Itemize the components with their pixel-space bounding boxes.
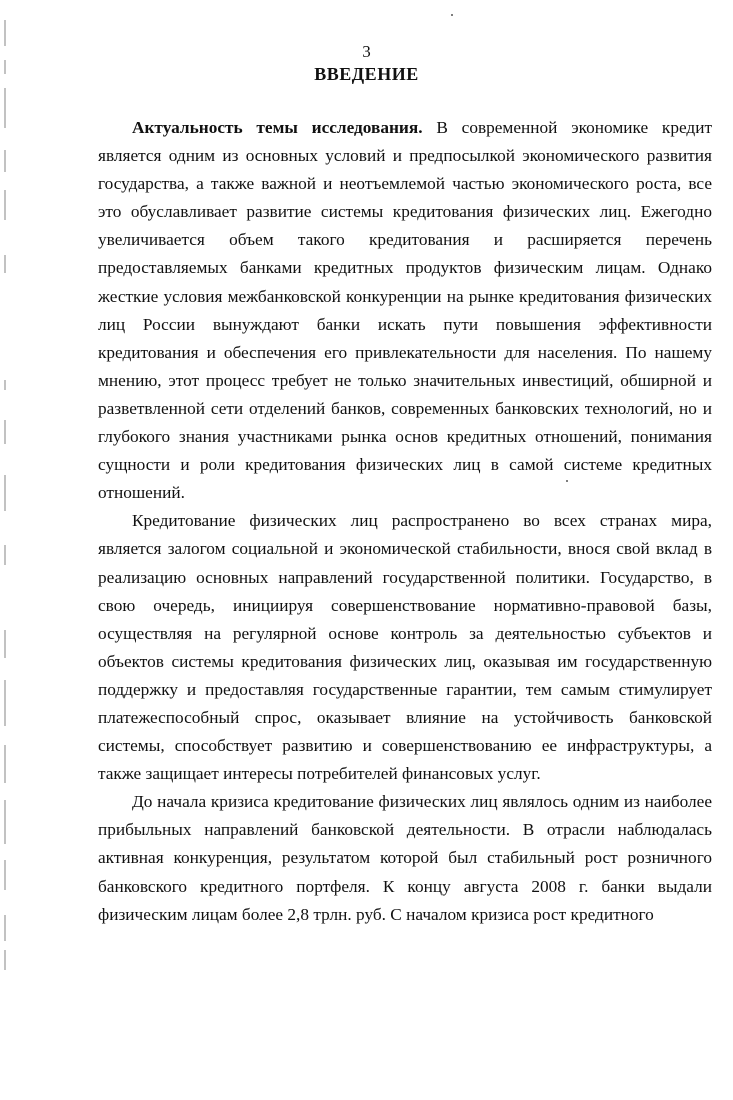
paragraph-lending-role: Кредитование физических лиц распространено во всех странах мира, является залогом социальной и экономической стабильности, внося свой вклад в реализацию основных направлений государственной политики. Государство, в свою очередь, инициируя совершенствование нормативно-правовой базы, осуществляя на регулярной основе контроль за деятельностью субъектов и объектов системы кредитования физических лиц, оказывая им государственную поддержку и предоставляя государственные гарантии, тем самым стимулирует платежеспособный спрос, оказывает влияние на устойчивость банковской системы, способствует развитию и совершенствованию ее инфраструктуры, а также защищает интересы потребителей финансовых услуг. [98, 511, 712, 784]
paragraph-relevance [98, 114, 712, 507]
page-number: 3 [362, 42, 371, 61]
relevance-heading: Актуальность темы исследования. [132, 118, 423, 137]
scan-speck [451, 14, 453, 16]
paragraph-text: В современной экономике кредит является одним из основных условий и предпосылкой экономического развития государства, а также важной и неотъемлемой частью экономического роста, все это обуславливает развитие системы кредитования физических лиц. Ежегодно увеличивается объем такого кредитования и расширяется перечень предоставляемых банками кредитных продуктов физическим лицам. Однако жесткие условия межбанковской конкуренции на рынке кредитования физических лиц России вынуждают банки искать пути повышения эффективности кредитования и обеспечения его привлекательности для населения. По нашему мнению, этот процесс требует не только значительных инвестиций, обширной и разветвленной сети отделений банков, современных банковских технологий, но и глубокого знания участниками рынка основ кредитных отношений, понимания сущности и роли кредитования физических лиц в самой системе кредитных отношений. [98, 118, 713, 503]
paragraph-pre-crisis: До начала кризиса кредитование физических лиц являлось одним из наиболее прибыльных направлений банковской деятельности. В отрасли наблюдалась активная конкуренция, результатом которой был стабильный рост розничного банковского кредитного портфеля. К концу августа 2008 г. банки выдали физическим лицам более 2,8 трлн. руб. С началом кризиса рост кредитного [98, 792, 712, 924]
scan-margin-marks [0, 0, 18, 1100]
page-title: ВВЕДЕНИЕ [314, 64, 419, 84]
body-text [98, 114, 712, 929]
